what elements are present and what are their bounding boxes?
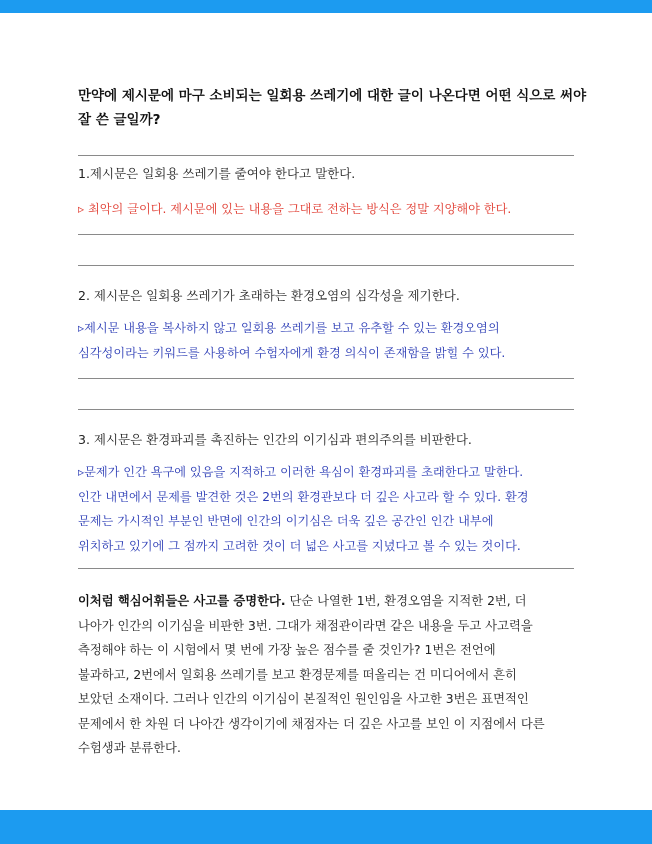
conclusion-line: 문제에서 한 차원 더 나아간 생각이기에 채점자는 더 깊은 사고를 보인 이 지점에서 다른: [78, 716, 545, 731]
comment-line: 심각성이라는 키워드를 사용하여 수험자에게 환경 의식이 존재함을 밝힐 수 있다.: [78, 345, 506, 360]
conclusion-bold-lead: 이처럼 핵심어휘들은 사고를 증명한다.: [78, 594, 286, 608]
comment-line: 위치하고 있기에 그 점까지 고려한 것이 더 넓은 사고를 지녔다고 볼 수 있는 것이다.: [78, 538, 521, 553]
comment-1: [78, 197, 578, 222]
conclusion-line: 측정해야 하는 이 시험에서 몇 번에 가장 높은 점수를 줄 것인가? 1번은 전언에: [78, 643, 496, 657]
question-line: 만약에 제시문에 마구 소비되는 일회용 쓰레기에 대한 글이 나온다면 어떤 식으로 써야: [78, 88, 587, 104]
conclusion-paragraph: [78, 589, 578, 761]
comment-line: ▹제시문 내용을 복사하지 않고 일회용 쓰레기를 보고 유추할 수 있는 환경오염의: [78, 321, 500, 335]
question-line: 잘 쓴 글일까?: [78, 112, 161, 128]
answer-line: [78, 265, 574, 266]
answer-line: [78, 155, 574, 156]
answer-line: [78, 234, 574, 235]
comment-line: ▹문제가 인간 욕구에 있음을 지적하고 이러한 욕심이 환경파괴를 초래한다고 말한다.: [78, 465, 524, 479]
comment-line: ▹ 최악의 글이다. 제시문에 있는 내용을 그대로 전하는 방식은 정말 지양해야 한다.: [78, 202, 512, 216]
statement-1: 1.제시문은 일회용 쓰레기를 줄여야 한다고 말한다.: [78, 166, 356, 181]
conclusion-line: 나아가 인간의 이기심을 비판한 3번. 그대가 채점관이라면 같은 내용을 두고 사고력을: [78, 618, 533, 633]
answer-line: [78, 568, 574, 569]
conclusion-line: 수험생과 분류한다.: [78, 741, 181, 755]
bottom-accent-bar: [0, 810, 652, 844]
comment-line: 문제는 가시적인 부분인 반면에 인간의 이기심은 더욱 깊은 공간인 인간 내부에: [78, 514, 494, 528]
conclusion-lead-rest: 단순 나열한 1번, 환경오염을 지적한 2번, 더: [285, 594, 527, 608]
statement-2: 2. 제시문은 일회용 쓰레기가 초래하는 환경오염의 심각성을 제기한다.: [78, 288, 460, 303]
comment-2: [78, 316, 578, 365]
statement-3: 3. 제시문은 환경파괴를 촉진하는 인간의 이기심과 편의주의를 비판한다.: [78, 432, 472, 447]
answer-line: [78, 378, 574, 379]
question-heading: [78, 84, 587, 132]
conclusion-line: [78, 589, 578, 614]
answer-line: [78, 409, 574, 410]
comment-3: [78, 460, 578, 558]
conclusion-line: 불과하고, 2번에서 일회용 쓰레기를 보고 환경문제를 떠올리는 건 미디어에서 흔히: [78, 667, 517, 682]
conclusion-line: 보았던 소재이다. 그러나 인간의 이기심이 본질적인 원인임을 사고한 3번은 표면적인: [78, 692, 529, 706]
comment-line: 인간 내면에서 문제를 발견한 것은 2번의 환경관보다 더 깊은 사고라 할 수 있다. 환경: [78, 489, 529, 504]
top-accent-bar: [0, 0, 652, 13]
